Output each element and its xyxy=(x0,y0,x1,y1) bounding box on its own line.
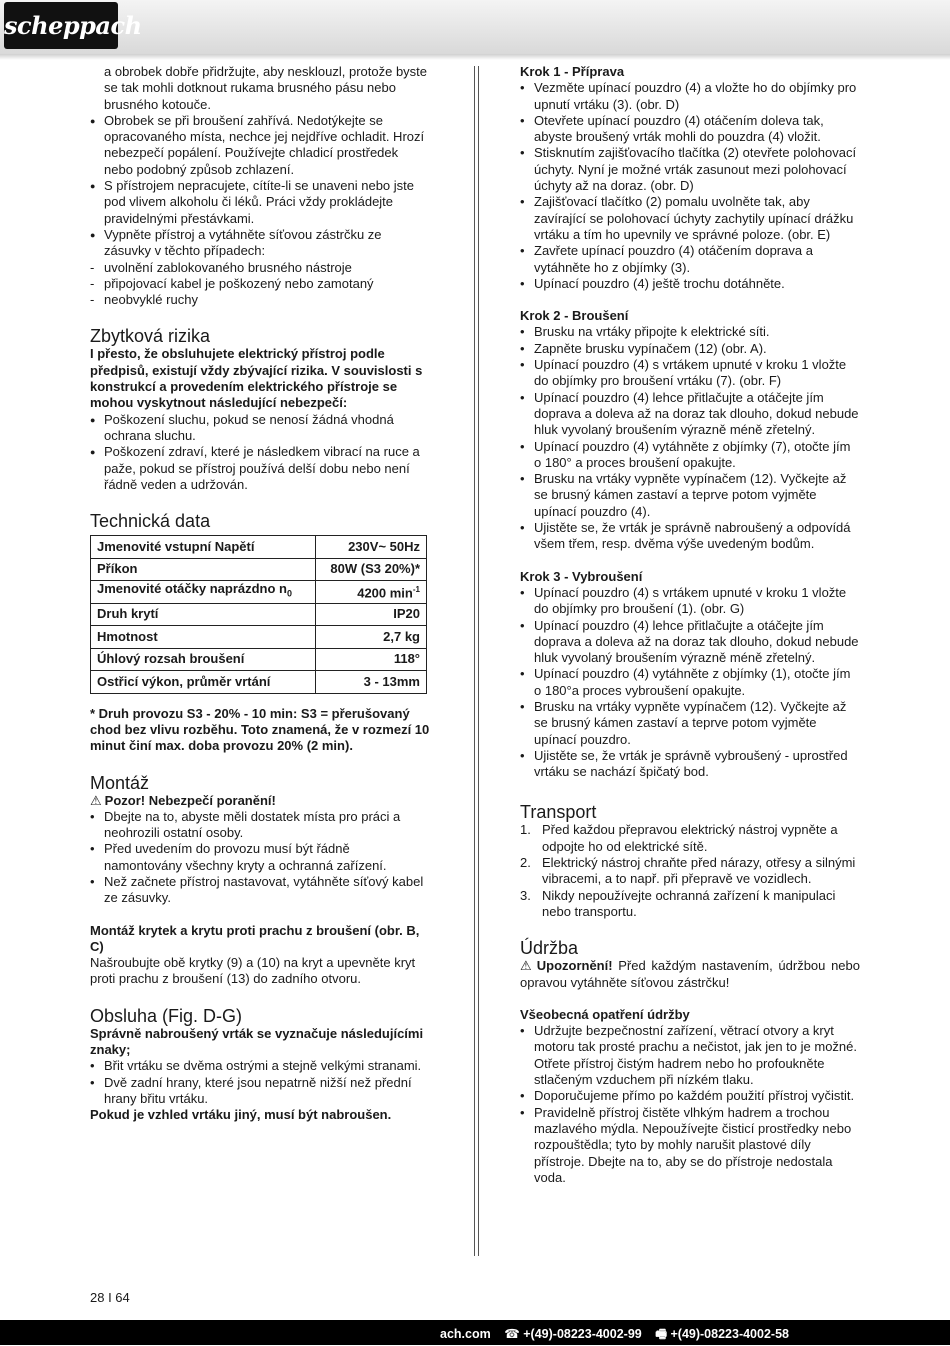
table-row xyxy=(91,603,427,626)
step3-item: • Upínací pouzdro (4) lehce přitlačujte a otáčejte jím doprava a doleva až na doraz tak dlouho, dokud nebude hluk vyvolaný broušením výrazně méně zřetelný. xyxy=(520,618,860,667)
spec-label-subscript: 0 xyxy=(287,589,293,600)
spec-value: IP20 xyxy=(316,603,427,626)
spec-value: 230V~ 50Hz xyxy=(316,536,427,559)
safety-bullet: ● Vypněte přístroj a vytáhněte síťovou zástrčku ze zásuvky v těchto případech: xyxy=(90,227,430,260)
transport-item-text: Elektrický nástroj chraňte před nárazy, otřesy a silnými vibracemi, a to např. při přepravě ve vozidlech. xyxy=(542,855,856,887)
spec-value: 118° xyxy=(316,648,427,671)
operation-intro: Správně nabroušený vrták se vyznačuje následujícími znaky; xyxy=(90,1025,424,1058)
spec-label: Jmenovité otáčky naprázdno n xyxy=(97,581,287,597)
risk-item: ● Poškození sluchu, pokud se nenosí žádná vhodná ochrana sluchu. xyxy=(90,412,430,445)
step1-item: • Zajišťovací tlačítko (2) pomalu uvolněte tak, aby zavírající se polohovací úchyty zachytily upínací drážku vrtáku a tím ho upevnily ve správné poloze. (obr. E) xyxy=(520,194,860,243)
maintenance-heading: Údržba xyxy=(520,938,579,959)
spec-value: 4200 min xyxy=(357,585,413,601)
step3-item: • Upínací pouzdro (4) vytáhněte z objímky (1), otočte jím o 180°a proces vybroušení opakujte. xyxy=(520,666,860,699)
general-maintenance-heading: Všeobecná opatření údržby xyxy=(520,1006,690,1022)
step2-heading: Krok 2 - Broušení xyxy=(520,308,629,324)
website-text[interactable]: ach.com xyxy=(440,1327,491,1341)
spec-value: 2,7 kg xyxy=(316,626,427,649)
transport-item xyxy=(520,822,860,855)
maintenance-warning-label: Upozornění! xyxy=(536,958,613,974)
operation-item: • Dvě zadní hrany, které jsou nepatrně nižší než přední hrany břitu vrtáku. xyxy=(90,1075,430,1108)
step2-item: • Upínací pouzdro (4) lehce přitlačujte a otáčejte jím doprava a doleva až na doraz tak dlouho, dokud nebude hluk vyvolaný broušením výrazně méně zřetelný. xyxy=(520,390,860,439)
transport-heading: Transport xyxy=(520,802,597,823)
table-row xyxy=(91,626,427,649)
spec-label: Jmenovité vstupní Napětí xyxy=(91,536,316,559)
operation-heading: Obsluha (Fig. D-G) xyxy=(90,1005,243,1026)
step2-item: • Upínací pouzdro (4) s vrtákem upnuté v kroku 1 vložte do objímky pro broušení vrtáku (7). (obr. F) xyxy=(520,357,860,390)
spec-label: Úhlový rozsah broušení xyxy=(91,648,316,671)
transport-item xyxy=(520,888,860,921)
transport-item xyxy=(520,855,860,888)
step2-item: • Upínací pouzdro (4) vytáhněte z objímky (7), otočte jím o 180° a proces broušení opakujte. xyxy=(520,439,860,472)
table-row xyxy=(91,671,427,694)
table-row xyxy=(91,581,427,604)
residual-risks-heading: Zbytková rizika xyxy=(90,326,211,347)
table-row xyxy=(91,558,427,581)
transport-item-number: 3. xyxy=(520,887,531,903)
warning-triangle-icon: ⚠ xyxy=(520,958,534,974)
step3-item: • Upínací pouzdro (4) s vrtákem upnuté v kroku 1 vložte do objímky pro broušení (1). (obr. G) xyxy=(520,585,860,618)
assembly-warning xyxy=(90,793,430,809)
maintenance-item: • Udržujte bezpečnostní zařízení, větrací otvory a kryt motoru tak prosté prachu a nečistot, jak jen to je možné. Otřete přístroj čistým hadrem nebo ho profoukněte stlačeným vzduchem při nízkém tlaku. xyxy=(520,1023,860,1088)
maintenance-warning-text: Před každým nastavením, údržbou nebo opravou vytáhněte síťovou zástrčku! xyxy=(520,958,860,990)
assembly-item: • Před uvedením do provozu musí být řádně namontovány všechny kryty a ochranná zařízení. xyxy=(90,841,430,874)
contact-info xyxy=(440,1325,799,1346)
maintenance-warning xyxy=(520,958,860,991)
spec-label-cell xyxy=(91,581,316,604)
step3-heading: Krok 3 - Vybroušení xyxy=(520,568,643,584)
page-number: 28 I 64 xyxy=(90,1290,130,1305)
transport-item-number: 2. xyxy=(520,855,531,871)
step1-item: • Vezměte upínací pouzdro (4) a vložte ho do objímky pro upnutí vrtáku (3). (obr. D) xyxy=(520,80,860,113)
table-row xyxy=(91,536,427,559)
dust-cover-heading: Montáž krytek a krytu proti prachu z broušení (obr. B, C) xyxy=(90,922,420,954)
step2-item: • Zapněte brusku vypínačem (12) (obr. A). xyxy=(520,341,860,357)
page-header xyxy=(0,0,950,56)
fax-number: 🖷 +(49)-08223-4002-58 xyxy=(655,1327,789,1341)
tech-data-heading: Technická data xyxy=(90,511,211,532)
assembly-heading: Montáž xyxy=(90,772,150,793)
spec-value: 80W (S3 20%)* xyxy=(316,558,427,581)
spec-label: Příkon xyxy=(91,558,316,581)
step3-item: • Brusku na vrtáky vypněte vypínačem (12). Vyčkejte až se brusný kámen zastaví a teprve potom vyjměte upínací pouzdro. xyxy=(520,699,860,748)
assembly-item: • Než začnete přístroj nastavovat, vytáhněte síťový kabel ze zásuvky. xyxy=(90,874,430,907)
case-dash-item: - připojovací kabel je poškozený nebo zamotaný xyxy=(90,276,430,292)
safety-bullet: ● S přístrojem nepracujete, cítíte-li se unaveni nebo jste pod vlivem alkoholu či léků. Práci vždy prokládejte pravidelnými přestávkami. xyxy=(90,178,430,227)
left-column xyxy=(90,64,430,1124)
spec-label: Druh krytí xyxy=(91,603,316,626)
spec-value-superscript: -1 xyxy=(412,585,420,595)
column-divider xyxy=(474,66,479,1256)
phone-number: ☎ +(49)-08223-4002-99 xyxy=(504,1327,642,1341)
assembly-item: • Dbejte na to, abyste měli dostatek místa pro práci a neohrozili ostatní osoby. xyxy=(90,809,430,842)
maintenance-item: • Pravidelně přístroj čistěte vlhkým hadrem a trochou mazlavého mýdla. Nepoužívejte čisticí prostředky nebo rozpouštědla; tyto by mohly narušit plastové díly přístroje. Dbejte na to, aby se do přístroje nedostala voda. xyxy=(520,1105,860,1186)
step1-item: • Upínací pouzdro (4) ještě trochu dotáhněte. xyxy=(520,276,860,292)
operation-item: • Břit vrtáku se dvěma ostrými a stejně velkými stranami. xyxy=(90,1058,430,1074)
transport-item-text: Nikdy nepoužívejte ochranná zařízení k manipulaci nebo transportu. xyxy=(542,887,836,919)
step2-item: • Brusku na vrtáky připojte k elektrické síti. xyxy=(520,324,860,340)
scheppach-logo: scheppach xyxy=(4,2,118,49)
residual-risks-intro: I přesto, že obsluhujete elektrický přístroj podle předpisů, existují vždy zbývající rizika. V souvislosti s konstrukcí a provedením elektrického přístroje se mohou vyskytnout následující nebezpečí: xyxy=(90,346,423,411)
spec-label: Hmotnost xyxy=(91,626,316,649)
spec-label: Ostřicí výkon, průměr vrtání xyxy=(91,671,316,694)
intro-continuation: a obrobek dobře přidržujte, aby nesklouzl, protože byste se tak mohli dotknout rukama brusného pásu nebo brusného kotouče. xyxy=(104,64,428,112)
step1-item: • Zavřete upínací pouzdro (4) otáčením doprava a vytáhněte ho z objímky (3). xyxy=(520,243,860,276)
spec-value-cell xyxy=(316,581,427,604)
spec-value: 3 - 13mm xyxy=(316,671,427,694)
safety-bullet: ● Obrobek se při broušení zahřívá. Nedotýkejte se opracovaného místa, nechce jej nejdříve ochladit. Hrozí nebezpečí popálení. Používejte chladicí prostředek nebo podobný způsob zchlazení. xyxy=(90,113,430,178)
footer-bar xyxy=(0,1320,950,1345)
case-dash-item: - neobvyklé ruchy xyxy=(90,292,430,308)
right-column xyxy=(520,64,860,1186)
duty-cycle-note: * Druh provozu S3 - 20% - 10 min: S3 = přerušovaný chod bez vlivu rozběhu. Toto znamená, že v rozmezí 10 minut činí max. doba provozu 20% (2 min). xyxy=(90,705,430,754)
case-dash-item: - uvolnění zablokovaného brusného nástroje xyxy=(90,260,430,276)
step3-item: • Ujistěte se, že vrták je správně vybroušený - uprostřed vrtáku se nachází špičatý bod. xyxy=(520,748,860,781)
maintenance-item: • Doporučujeme přímo po každém použití přístroj vyčistit. xyxy=(520,1088,860,1104)
warning-triangle-icon: ⚠ xyxy=(90,792,102,808)
step2-item: • Brusku na vrtáky vypněte vypínačem (12). Vyčkejte až se brusný kámen zastaví a teprve potom vyjměte upínací pouzdro (4). xyxy=(520,471,860,520)
table-row xyxy=(91,648,427,671)
dust-cover-text: Našroubujte obě krytky (9) a (10) na kryt a upevněte kryt proti prachu z broušení (13) do zadního otvoru. xyxy=(90,955,416,987)
assembly-warning-text: Pozor! Nebezpečí poranění! xyxy=(104,792,276,808)
transport-item-text: Před každou přepravou elektrický nástroj vypněte a odpojte ho od elektrické sítě. xyxy=(542,822,838,854)
transport-item-number: 1. xyxy=(520,822,531,838)
tech-data-table xyxy=(90,535,427,694)
step2-item: • Ujistěte se, že vrták je správně nabroušený a odpovídá všem třem, resp. dvěma výše uvedeným bodům. xyxy=(520,520,860,553)
step1-item: • Stisknutím zajišťovacího tlačítka (2) otevřete polohovací úchyty. Nyní je možné vrták zasunout mezi polohovací úchyty až na doraz. (obr. D) xyxy=(520,145,860,194)
step1-heading: Krok 1 - Příprava xyxy=(520,64,625,79)
risk-item: ● Poškození zdraví, které je následkem vibrací na ruce a paže, pokud se přístroj používá delší dobu nebo není řádně veden a udržován. xyxy=(90,444,430,493)
step1-item: • Otevřete upínací pouzdro (4) otáčením doleva tak, abyste broušený vrták mohli do pouzdra (4) vložit. xyxy=(520,113,860,146)
operation-outro: Pokud je vzhled vrtáku jiný, musí být nabroušen. xyxy=(90,1107,392,1123)
